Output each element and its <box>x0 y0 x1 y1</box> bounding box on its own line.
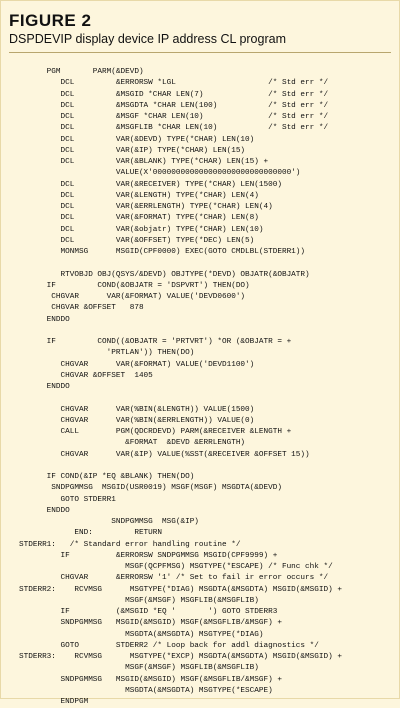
code-line: SNDPGMMSG MSGID(USR0019) MSGF(MSGF) MSGDTA(&DEVD) <box>19 484 282 493</box>
code-line <box>19 326 342 337</box>
code-line: STDERR1: /* Standard error handling routine */ <box>19 540 241 549</box>
code-line: STDERR2: RCVMSG MSGTYPE(*DIAG) MSGDTA(&MSGDTA) MSGID(&MSGID) + <box>19 585 342 594</box>
code-line: DCL VAR(&RECEIVER) TYPE(*CHAR) LEN(1500) <box>19 180 282 189</box>
code-line: ENDDO <box>19 315 70 324</box>
code-line: MSGF(QCPFMSG) MSGTYPE(*ESCAPE) /* Func chk */ <box>19 563 333 571</box>
code-listing <box>19 67 342 708</box>
code-line: IF COND((&OBJATR = 'PRTVRT') *OR (&OBJATR = + <box>19 338 292 346</box>
code-line: PGM PARM(&DEVD) <box>19 68 144 76</box>
code-line: END: RETURN <box>19 529 163 538</box>
code-line: GOTO STDERR2 /* Loop back for addl diagnostics */ <box>19 641 319 650</box>
code-line <box>19 393 342 404</box>
code-line: RTVOBJD OBJ(QSYS/&DEVD) OBJTYPE(*DEVD) OBJATR(&OBJATR) <box>19 270 310 279</box>
code-line: CHGVAR VAR(%BIN(&ERRLENGTH)) VALUE(0) <box>19 416 255 425</box>
code-line: MSGDTA(&MSGDTA) MSGTYPE(*DIAG) <box>19 630 264 639</box>
code-line: IF COND(&OBJATR = 'DSPVRT') THEN(DO) <box>19 281 250 290</box>
code-line: 'PRTLAN')) THEN(DO) <box>19 349 195 358</box>
figure-title: DSPDEVIP display device IP address CL program <box>9 32 286 46</box>
code-line: CHGVAR &OFFSET 1405 <box>19 371 153 380</box>
code-line: IF &ERRORSW SNDPGMMSG MSGID(CPF9999) + <box>19 551 278 560</box>
figure-label: FIGURE 2 <box>9 11 92 30</box>
code-line: DCL &MSGDTA *CHAR LEN(100) /* Std err */ <box>19 101 329 110</box>
code-line <box>19 258 342 269</box>
code-line: IF COND(&IP *EQ &BLANK) THEN(DO) <box>19 473 195 481</box>
code-line: DCL &ERRORSW *LGL /* Std err */ <box>19 79 329 88</box>
code-line: MSGF(&MSGF) MSGFLIB(&MSGFLIB) <box>19 596 259 605</box>
code-line: DCL VAR(&FORMAT) TYPE(*CHAR) LEN(8) <box>19 214 259 223</box>
code-line: SNDPGMMSG MSG(&IP) <box>19 518 199 526</box>
code-line: CHGVAR &OFFSET 878 <box>19 304 144 313</box>
code-line: &FORMAT &DEVD &ERRLENGTH) <box>19 439 246 448</box>
code-line: DCL VAR(&OFFSET) TYPE(*DEC) LEN(5) <box>19 236 255 245</box>
code-line: DCL &MSGID *CHAR LEN(7) /* Std err */ <box>19 90 329 99</box>
code-line: DCL VAR(&IP) TYPE(*CHAR) LEN(15) <box>19 146 246 155</box>
code-line <box>19 461 342 472</box>
code-line: ENDPGM <box>19 698 89 706</box>
code-line: STDERR3: RCVMSG MSGTYPE(*EXCP) MSGDTA(&MSGDTA) MSGID(&MSGID) + <box>19 653 342 661</box>
code-line: SNDPGMMSG MSGID(&MSGID) MSGF(&MSGFLIB/&MSGF) + <box>19 675 282 684</box>
code-line: ENDDO <box>19 506 70 515</box>
code-line: DCL VAR(&BLANK) TYPE(*CHAR) LEN(15) + <box>19 158 269 166</box>
code-line: DCL VAR(&objatr) TYPE(*CHAR) LEN(10) <box>19 225 264 234</box>
code-line: CHGVAR VAR(%BIN(&LENGTH)) VALUE(1500) <box>19 405 255 414</box>
code-line: DCL &MSGF *CHAR LEN(10) /* Std err */ <box>19 113 329 121</box>
code-line: DCL VAR(&ERRLENGTH) TYPE(*CHAR) LEN(4) <box>19 203 273 211</box>
code-line: SNDPGMMSG MSGID(&MSGID) MSGF(&MSGFLIB/&MSGF) + <box>19 619 282 628</box>
code-line: MSGF(&MSGF) MSGFLIB(&MSGFLIB) <box>19 664 259 673</box>
code-line: MSGDTA(&MSGDTA) MSGTYPE(*ESCAPE) <box>19 686 273 695</box>
code-line: MONMSG MSGID(CPF0000) EXEC(GOTO CMDLBL(STDERR1)) <box>19 248 306 256</box>
code-line: DCL VAR(&LENGTH) TYPE(*CHAR) LEN(4) <box>19 191 259 200</box>
code-line: GOTO STDERR1 <box>19 495 116 504</box>
code-line: CALL PGM(QDCRDEVD) PARM(&RECEIVER &LENGTH + <box>19 428 292 436</box>
code-line: IF (&MSGID *EQ ' ') GOTO STDERR3 <box>19 608 278 616</box>
code-line: DCL &MSGFLIB *CHAR LEN(10) /* Std err */ <box>19 124 329 133</box>
code-line: CHGVAR &ERRORSW '1' /* Set to fail ir error occurs */ <box>19 574 329 583</box>
code-line: VALUE(X'000000000000000000000000000000') <box>19 169 301 178</box>
code-line: CHGVAR VAR(&FORMAT) VALUE('DEVD0600') <box>19 293 246 301</box>
code-line: DCL VAR(&DEVD) TYPE(*CHAR) LEN(10) <box>19 135 255 144</box>
code-line: CHGVAR VAR(&IP) VALUE(%SST(&RECEIVER &OFFSET 15)) <box>19 450 310 459</box>
code-line: ENDDO <box>19 383 70 391</box>
code-line: CHGVAR VAR(&FORMAT) VALUE('DEVD1100') <box>19 360 255 369</box>
title-divider <box>9 52 391 53</box>
